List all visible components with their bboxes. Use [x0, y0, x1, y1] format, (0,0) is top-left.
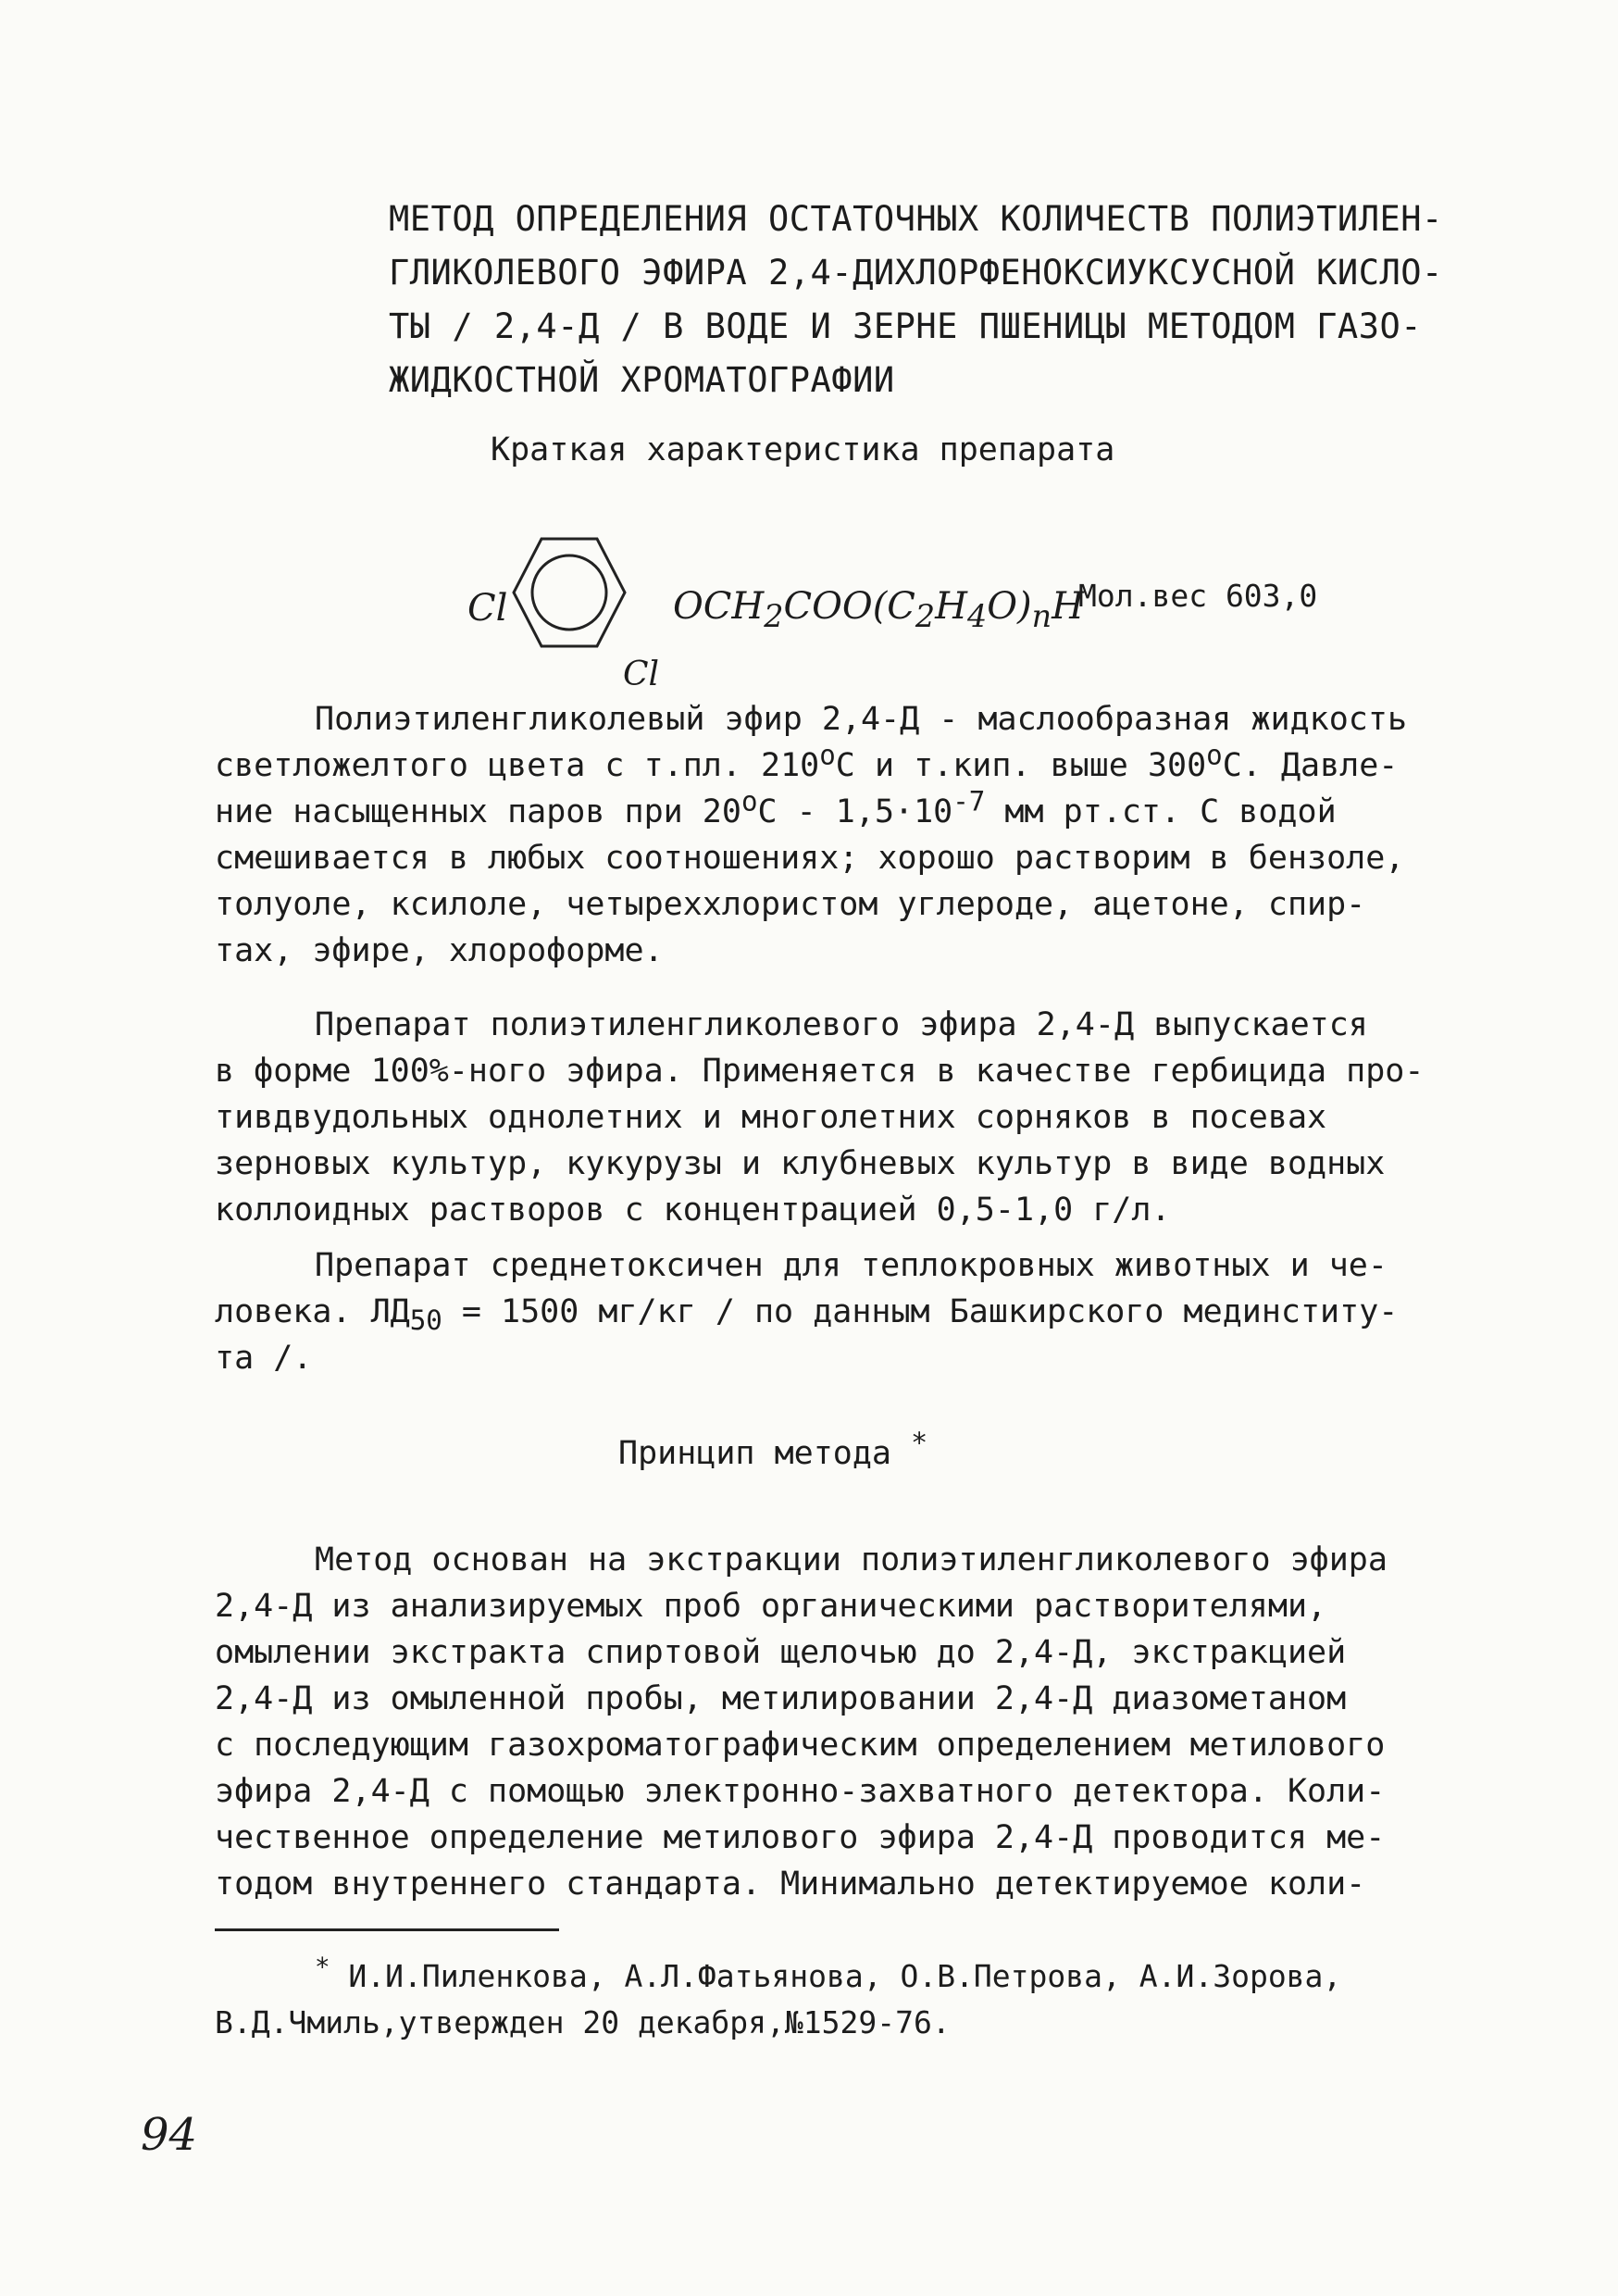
structural-formula: [467, 528, 1393, 713]
title-line: ГЛИКОЛЕВОГО ЭФИРА 2,4-ДИХЛОРФЕНОКСИУКСУСНОЙ КИСЛО-: [389, 253, 1443, 293]
ester-group: $OCH_2COO(C_2H_4O)_nH$: [673, 585, 1084, 634]
text-line: омылении экстракта спиртовой щелочью до 2,4-Д, экстракцией: [215, 1634, 1347, 1671]
section-heading-characteristics: Краткая характеристика препарата: [491, 431, 1115, 468]
document-title: [389, 193, 1443, 407]
text-line: тах, эфире, хлороформе.: [215, 932, 664, 969]
molecular-weight: Мол.вес 603,0: [1078, 578, 1318, 614]
chlorine-label-left: Cl: [467, 587, 508, 630]
text-line: светложелтого цвета с т.пл. $210^оС$ и т.кип. выше $300^оС$. Давле-: [215, 739, 1399, 784]
text-line: ловека. $ЛД_{50} = 1500$ мг/кг / по данным Башкирского мединститу-: [215, 1293, 1399, 1336]
section-heading-method-principle: Принцип метода *: [618, 1427, 928, 1472]
text-line: Препарат среднетоксичен для теплокровных животных и че-: [315, 1247, 1388, 1284]
chlorine-label-bottom: Cl: [623, 655, 660, 693]
text-line: Метод основан на экстракции полиэтиленгликолевого эфира: [315, 1541, 1388, 1578]
text-line: чественное определение метилового эфира 2,4-Д проводится ме-: [215, 1819, 1386, 1856]
text-line: коллоидных растворов с концентрацией 0,5-1,0 г/л.: [215, 1192, 1171, 1229]
paragraph-properties: [215, 696, 1437, 974]
paragraph-method: [215, 1537, 1437, 1907]
text-line: ние насыщенных паров при $20^оС - 1,5\cdot 10^{-7}$ мм рт.ст. С водой: [215, 785, 1337, 830]
paragraph-usage: [215, 1002, 1437, 1233]
text-line: Препарат полиэтиленгликолевого эфира 2,4-Д выпускается: [315, 1006, 1368, 1043]
footnote-line: * И.И.Пиленкова, А.Л.Фатьянова, О.В.Петрова, А.И.Зорова,: [315, 1953, 1342, 1994]
footnote-mark: *: [315, 1953, 330, 1982]
text-line: та /.: [215, 1340, 313, 1377]
footnote-line: В.Д.Чмиль,утвержден 20 декабря,№1529-76.: [215, 2004, 951, 2040]
text-line: зерновых культур, кукурузы и клубневых культур в виде водных: [215, 1145, 1386, 1182]
footnote: [215, 1953, 1437, 2046]
title-line: ЖИДКОСТНОЙ ХРОМАТОГРАФИИ: [389, 360, 895, 400]
title-line: МЕТОД ОПРЕДЕЛЕНИЯ ОСТАТОЧНЫХ КОЛИЧЕСТВ ПОЛИЭТИЛЕН-: [389, 199, 1443, 239]
title-line: ТЫ / 2,4-Д / В ВОДЕ И ЗЕРНЕ ПШЕНИЦЫ МЕТОДОМ ГАЗО-: [389, 306, 1423, 346]
text-line: тивдвудольных однолетних и многолетних сорняков в посевах: [215, 1099, 1327, 1136]
text-line: смешивается в любых соотношениях; хорошо растворим в бензоле,: [215, 840, 1405, 877]
text-line: тодом внутреннего стандарта. Минимально детектируемое коли-: [215, 1866, 1366, 1903]
text-line: с последующим газохроматографическим определением метилового: [215, 1727, 1386, 1764]
text-line: толуоле, ксилоле, четыреххлористом углероде, ацетоне, спир-: [215, 886, 1366, 923]
text-line: эфира 2,4-Д с помощью электронно-захватного детектора. Коли-: [215, 1773, 1386, 1810]
page-number: 94: [141, 2109, 198, 2161]
text-line: Полиэтиленгликолевый эфир 2,4-Д - маслообразная жидкость: [315, 701, 1408, 738]
footnote-mark: *: [911, 1427, 928, 1460]
paragraph-toxicity: [215, 1242, 1437, 1381]
footnote-separator: [215, 1928, 559, 1931]
text-line: в форме 100%-ного эфира. Применяется в качестве гербицида про-: [215, 1053, 1425, 1090]
text-line: 2,4-Д из анализируемых проб органическими растворителями,: [215, 1588, 1327, 1625]
text-line: 2,4-Д из омыленной пробы, метилировании 2,4-Д диазометаном: [215, 1680, 1347, 1717]
